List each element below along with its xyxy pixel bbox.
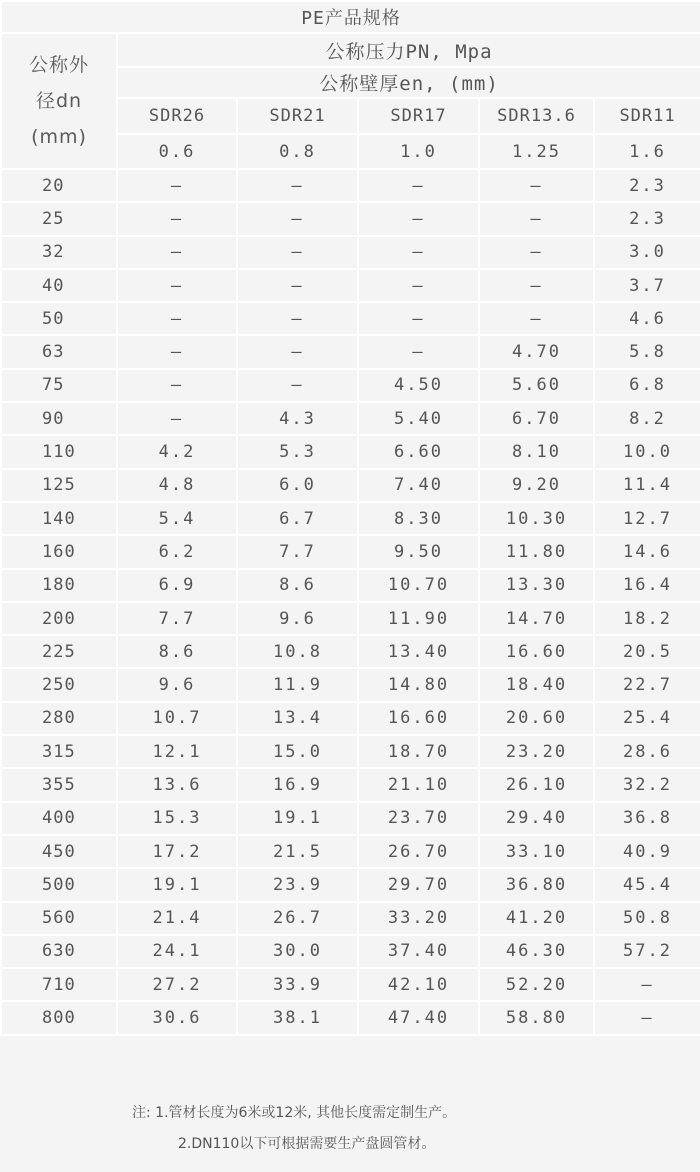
- table-row: [1, 902, 700, 935]
- thickness-cell: 6.60: [358, 435, 479, 468]
- thickness-cell: 26.10: [479, 768, 594, 801]
- dn-cell: 25: [1, 202, 117, 235]
- thickness-cell: 20.5: [594, 635, 700, 668]
- dn-cell: 250: [1, 668, 117, 701]
- thickness-cell: 58.80: [479, 1001, 594, 1034]
- dn-cell: 63: [1, 335, 117, 368]
- dn-cell: 710: [1, 968, 117, 1001]
- thickness-cell: 9.50: [358, 535, 479, 568]
- thickness-cell: –: [358, 169, 479, 202]
- table-row: [1, 535, 700, 568]
- dn-cell: 75: [1, 369, 117, 402]
- thickness-cell: –: [479, 169, 594, 202]
- thickness-cell: 10.7: [117, 702, 237, 735]
- thickness-cell: 15.0: [237, 735, 358, 768]
- thickness-cell: 5.3: [237, 435, 358, 468]
- thickness-cell: 4.6: [594, 302, 700, 335]
- pressure-value: 0.6: [117, 134, 237, 169]
- thickness-cell: 5.40: [358, 402, 479, 435]
- thickness-cell: 5.60: [479, 369, 594, 402]
- title-row: [1, 1, 700, 33]
- thickness-cell: –: [237, 202, 358, 235]
- thickness-cell: –: [237, 335, 358, 368]
- dn-cell: 140: [1, 502, 117, 535]
- sdr-header: SDR17: [358, 98, 479, 134]
- thickness-cell: 16.9: [237, 768, 358, 801]
- thickness-cell: 9.20: [479, 469, 594, 502]
- dn-cell: 50: [1, 302, 117, 335]
- table-row: [1, 469, 700, 502]
- dn-cell: 450: [1, 835, 117, 868]
- sdr-header: SDR21: [237, 98, 358, 134]
- table-row: [1, 502, 700, 535]
- thickness-cell: 36.8: [594, 802, 700, 835]
- thickness-cell: 42.10: [358, 968, 479, 1001]
- thickness-cell: 27.2: [117, 968, 237, 1001]
- thickness-cell: 33.9: [237, 968, 358, 1001]
- dn-cell: 400: [1, 802, 117, 835]
- dn-cell: 225: [1, 635, 117, 668]
- dn-cell: 500: [1, 868, 117, 901]
- thickness-cell: 21.5: [237, 835, 358, 868]
- thickness-cell: 33.10: [479, 835, 594, 868]
- table-row: [1, 735, 700, 768]
- table-row: [1, 202, 700, 235]
- table-row: [1, 768, 700, 801]
- dn-cell: 125: [1, 469, 117, 502]
- thickness-cell: 18.2: [594, 602, 700, 635]
- table-title: PE产品规格: [1, 1, 700, 33]
- thickness-cell: 28.6: [594, 735, 700, 768]
- thickness-cell: –: [237, 236, 358, 269]
- thickness-cell: 9.6: [117, 668, 237, 701]
- dn-label-line2: 径dn: [35, 90, 83, 112]
- thickness-cell: 4.2: [117, 435, 237, 468]
- thickness-cell: –: [594, 968, 700, 1001]
- wall-thickness-header: 公称壁厚en, (mm): [117, 67, 700, 98]
- thickness-cell: 37.40: [358, 935, 479, 968]
- thickness-cell: 2.3: [594, 202, 700, 235]
- thickness-cell: 4.8: [117, 469, 237, 502]
- dn-cell: 200: [1, 602, 117, 635]
- pressure-value: 0.8: [237, 134, 358, 169]
- thickness-cell: 29.70: [358, 868, 479, 901]
- thickness-cell: –: [358, 335, 479, 368]
- thickness-cell: 25.4: [594, 702, 700, 735]
- thickness-cell: 21.4: [117, 902, 237, 935]
- dn-cell: 20: [1, 169, 117, 202]
- thickness-cell: 8.6: [117, 635, 237, 668]
- table-row: [1, 802, 700, 835]
- thickness-cell: –: [358, 269, 479, 302]
- thickness-cell: 16.60: [358, 702, 479, 735]
- thickness-cell: 18.70: [358, 735, 479, 768]
- dn-label-line3: (mm): [31, 126, 87, 148]
- thickness-cell: –: [117, 169, 237, 202]
- thickness-cell: –: [358, 302, 479, 335]
- table-row: [1, 569, 700, 602]
- table-row: [1, 435, 700, 468]
- thickness-cell: –: [358, 202, 479, 235]
- thickness-cell: 10.70: [358, 569, 479, 602]
- thickness-cell: 6.0: [237, 469, 358, 502]
- thickness-cell: 29.40: [479, 802, 594, 835]
- thickness-cell: –: [479, 302, 594, 335]
- thickness-cell: 11.9: [237, 668, 358, 701]
- thickness-cell: 30.0: [237, 935, 358, 968]
- thickness-cell: 7.40: [358, 469, 479, 502]
- thickness-cell: 4.50: [358, 369, 479, 402]
- thickness-cell: 11.90: [358, 602, 479, 635]
- table-row: [1, 835, 700, 868]
- table-row: [1, 602, 700, 635]
- thickness-cell: 45.4: [594, 868, 700, 901]
- thickness-cell: 17.2: [117, 835, 237, 868]
- dn-cell: 40: [1, 269, 117, 302]
- thickness-cell: 16.4: [594, 569, 700, 602]
- pressure-value: 1.6: [594, 134, 700, 169]
- thickness-cell: 19.1: [237, 802, 358, 835]
- dn-cell: 90: [1, 402, 117, 435]
- thickness-cell: 26.70: [358, 835, 479, 868]
- thickness-cell: –: [479, 236, 594, 269]
- thickness-cell: 5.8: [594, 335, 700, 368]
- thickness-cell: 16.60: [479, 635, 594, 668]
- dn-column-header: [1, 33, 117, 169]
- thickness-cell: 14.80: [358, 668, 479, 701]
- thickness-cell: –: [237, 369, 358, 402]
- pressure-header: 公称压力PN, Mpa: [117, 33, 700, 67]
- dn-cell: 630: [1, 935, 117, 968]
- thickness-cell: 13.6: [117, 768, 237, 801]
- table-row: [1, 702, 700, 735]
- table-row: [1, 868, 700, 901]
- thickness-cell: 18.40: [479, 668, 594, 701]
- thickness-cell: 7.7: [237, 535, 358, 568]
- thickness-cell: –: [117, 202, 237, 235]
- thickness-cell: –: [479, 202, 594, 235]
- thickness-cell: –: [237, 169, 358, 202]
- dn-cell: 160: [1, 535, 117, 568]
- thickness-cell: 13.40: [358, 635, 479, 668]
- dn-cell: 110: [1, 435, 117, 468]
- table-row: [1, 269, 700, 302]
- sdr-header: SDR13.6: [479, 98, 594, 134]
- thickness-cell: 12.1: [117, 735, 237, 768]
- thickness-cell: 33.20: [358, 902, 479, 935]
- thickness-cell: 24.1: [117, 935, 237, 968]
- thickness-cell: –: [117, 369, 237, 402]
- thickness-cell: 11.80: [479, 535, 594, 568]
- thickness-cell: 13.30: [479, 569, 594, 602]
- thickness-cell: 5.4: [117, 502, 237, 535]
- table-row: [1, 302, 700, 335]
- table-row: [1, 402, 700, 435]
- thickness-cell: 23.20: [479, 735, 594, 768]
- thickness-cell: 15.3: [117, 802, 237, 835]
- thickness-cell: 6.2: [117, 535, 237, 568]
- thickness-cell: 11.4: [594, 469, 700, 502]
- thickness-cell: –: [117, 335, 237, 368]
- thickness-cell: 23.70: [358, 802, 479, 835]
- note-1: 注: 1.管材长度为6米或12米, 其他长度需定制生产。: [132, 1105, 457, 1121]
- dn-cell: 355: [1, 768, 117, 801]
- thickness-cell: 6.7: [237, 502, 358, 535]
- table-row: [1, 169, 700, 202]
- thickness-cell: 3.7: [594, 269, 700, 302]
- thickness-cell: 12.7: [594, 502, 700, 535]
- thickness-cell: 8.30: [358, 502, 479, 535]
- thickness-cell: 46.30: [479, 935, 594, 968]
- dn-cell: 315: [1, 735, 117, 768]
- notes: [0, 1080, 700, 1172]
- table-row: [1, 935, 700, 968]
- thickness-cell: 32.2: [594, 768, 700, 801]
- thickness-cell: 30.6: [117, 1001, 237, 1034]
- thickness-cell: –: [237, 302, 358, 335]
- thickness-cell: 10.8: [237, 635, 358, 668]
- thickness-cell: 6.8: [594, 369, 700, 402]
- dn-label-line1: 公称外: [28, 54, 89, 76]
- dn-cell: 560: [1, 902, 117, 935]
- table-row: [1, 968, 700, 1001]
- thickness-cell: 57.2: [594, 935, 700, 968]
- thickness-cell: 41.20: [479, 902, 594, 935]
- table-row: [1, 635, 700, 668]
- thickness-cell: 40.9: [594, 835, 700, 868]
- thickness-cell: 21.10: [358, 768, 479, 801]
- pressure-value: 1.25: [479, 134, 594, 169]
- thickness-cell: –: [594, 1001, 700, 1034]
- pressure-value: 1.0: [358, 134, 479, 169]
- thickness-cell: 8.10: [479, 435, 594, 468]
- thickness-cell: 4.3: [237, 402, 358, 435]
- thickness-cell: –: [358, 236, 479, 269]
- thickness-cell: 9.6: [237, 602, 358, 635]
- thickness-cell: –: [117, 269, 237, 302]
- table-row: [1, 236, 700, 269]
- thickness-cell: 38.1: [237, 1001, 358, 1034]
- thickness-cell: 7.7: [117, 602, 237, 635]
- thickness-cell: –: [117, 302, 237, 335]
- thickness-cell: 6.9: [117, 569, 237, 602]
- note-2: 2.DN110以下可根据需要生产盘圆管材。: [178, 1136, 436, 1152]
- thickness-cell: 4.70: [479, 335, 594, 368]
- table-row: [1, 1001, 700, 1034]
- thickness-cell: 3.0: [594, 236, 700, 269]
- thickness-cell: –: [117, 402, 237, 435]
- thickness-cell: –: [237, 269, 358, 302]
- thickness-cell: 10.30: [479, 502, 594, 535]
- dn-cell: 32: [1, 236, 117, 269]
- thickness-cell: 22.7: [594, 668, 700, 701]
- thickness-cell: 14.70: [479, 602, 594, 635]
- thickness-cell: 20.60: [479, 702, 594, 735]
- thickness-cell: 8.6: [237, 569, 358, 602]
- thickness-cell: 8.2: [594, 402, 700, 435]
- thickness-cell: 47.40: [358, 1001, 479, 1034]
- thickness-cell: –: [117, 236, 237, 269]
- thickness-cell: 23.9: [237, 868, 358, 901]
- table-row: [1, 668, 700, 701]
- dn-cell: 180: [1, 569, 117, 602]
- thickness-cell: 50.8: [594, 902, 700, 935]
- sdr-header: SDR26: [117, 98, 237, 134]
- table-row: [1, 335, 700, 368]
- thickness-cell: 36.80: [479, 868, 594, 901]
- thickness-cell: 14.6: [594, 535, 700, 568]
- thickness-cell: 13.4: [237, 702, 358, 735]
- thickness-cell: –: [479, 269, 594, 302]
- dn-cell: 280: [1, 702, 117, 735]
- thickness-cell: 52.20: [479, 968, 594, 1001]
- thickness-cell: 6.70: [479, 402, 594, 435]
- thickness-cell: 2.3: [594, 169, 700, 202]
- thickness-cell: 10.0: [594, 435, 700, 468]
- pressure-header-row: [1, 33, 700, 67]
- dn-cell: 800: [1, 1001, 117, 1034]
- thickness-cell: 26.7: [237, 902, 358, 935]
- table-row: [1, 369, 700, 402]
- sdr-header: SDR11: [594, 98, 700, 134]
- thickness-cell: 19.1: [117, 868, 237, 901]
